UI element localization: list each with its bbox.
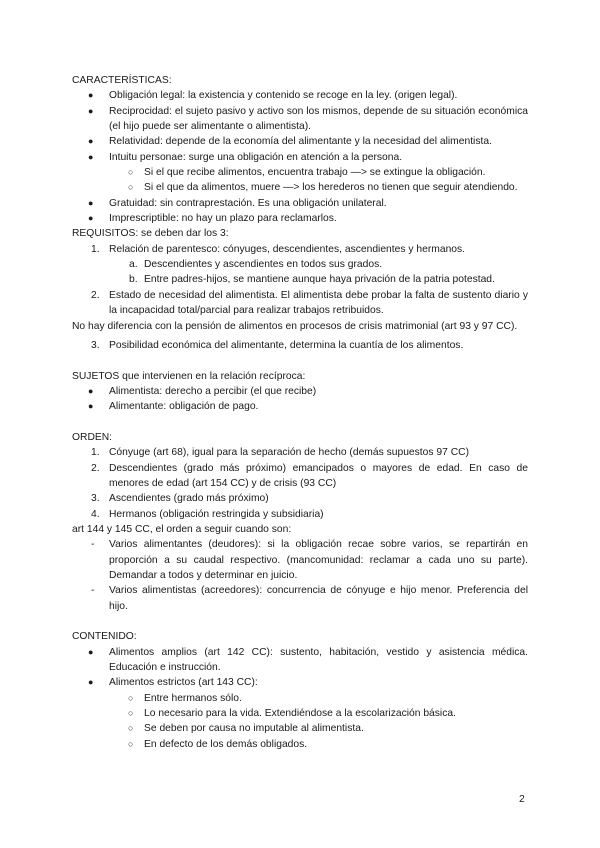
sub-list-item: ○ Si el que recibe alimentos, encuentra trabajo —> se extingue la obligación. xyxy=(72,165,528,180)
sub-list-item: ○ Si el que da alimentos, muere —> los herederos no tienen que seguir atendiendo. xyxy=(72,180,528,195)
bullet-icon: ● xyxy=(88,677,94,688)
circle-bullet-icon: ○ xyxy=(128,738,134,749)
page-number: 2 xyxy=(519,794,525,805)
numbered-item: 1. Cónyuge (art 68), igual para la separación de hecho (demás supuestos 97 CC) xyxy=(91,447,470,459)
circle-bullet-icon: ○ xyxy=(128,167,134,178)
sub-list-item: ○ Se deben por causa no imputable al alimentista. xyxy=(72,721,528,736)
bullet-icon: ● xyxy=(88,197,94,208)
lettered-item: b. Entre padres-hijos, se mantiene aunque haya privación de la patria potestad. xyxy=(129,274,495,286)
bullet-icon: ● xyxy=(88,90,94,101)
numbered-item: 1. Relación de parentesco: cónyuges, descendientes, ascendientes y hermanos. xyxy=(91,243,466,255)
note-paragraph: No hay diferencia con la pensión de alimentos en procesos de crisis matrimonial (art 93 y 97 CC). xyxy=(72,320,518,332)
document-body xyxy=(72,73,528,752)
bullet-icon: ● xyxy=(88,105,94,116)
sub-list-item: ○ Entre hermanos sólo. xyxy=(72,691,528,706)
list-item: ● Imprescriptible: no hay un plazo para reclamarlos. xyxy=(72,211,528,226)
bullet-icon: ● xyxy=(88,401,94,412)
numbered-item: 3. Posibilidad económica del alimentante, determina la cuantía de los alimentos. xyxy=(91,339,464,351)
heading-contenido: CONTENIDO: xyxy=(72,631,137,643)
numbered-item: 2. Descendientes (grado más próximo) emancipados o mayores de edad. En caso de menores de edad (art 154 CC) y de crisis (93 CC) xyxy=(91,462,528,489)
circle-bullet-icon: ○ xyxy=(128,692,134,703)
sub-list-item: ○ Lo necesario para la vida. Extendiéndose a la escolarización básica. xyxy=(72,706,528,721)
list-item: ● Gratuidad: sin contraprestación. Es una obligación unilateral. xyxy=(72,196,528,211)
list-item: ● Obligación legal: la existencia y contenido se recoge en la ley. (origen legal). xyxy=(72,88,528,103)
bullet-icon: ● xyxy=(88,213,94,224)
heading-caracteristicas: CARACTERÍSTICAS: xyxy=(72,75,172,86)
numbered-item: 3. Ascendientes (grado más próximo) xyxy=(91,493,269,505)
lettered-item: a. Descendientes y ascendientes en todos sus grados. xyxy=(129,259,383,271)
circle-bullet-icon: ○ xyxy=(128,708,134,719)
dash-item: - Varios alimentantes (deudores): si la obligación recae sobre varios, se repartirán en proporción a su caudal respectivo. (mancomunidad: reclamar a cada uno su parte). Demandar a todos y determinar en juicio. xyxy=(91,539,528,581)
heading-orden: ORDEN: xyxy=(72,431,113,443)
list-item: ● Relatividad: depende de la economía del alimentante y la necesidad del alimentista. xyxy=(72,134,528,149)
list-item: ● Alimentos estrictos (art 143 CC): xyxy=(72,675,528,690)
bullet-icon: ● xyxy=(88,151,94,162)
circle-bullet-icon: ○ xyxy=(128,182,134,193)
dash-marker: - xyxy=(91,539,95,551)
bullet-icon: ● xyxy=(88,646,94,657)
list-item: ● Alimentante: obligación de pago. xyxy=(72,399,528,414)
dash-marker: - xyxy=(91,585,95,597)
art-line: art 144 y 145 CC, el orden a seguir cuando son: xyxy=(72,523,292,535)
numbered-item: 4. Hermanos (obligación restringida y subsidiaria) xyxy=(91,508,324,520)
numbered-item: 2. Estado de necesidad del alimentista. El alimentista debe probar la falta de sustento diario y la incapacidad total/parcial para realizar trabajos retribuidos. xyxy=(91,289,528,317)
list-item: ● Intuitu personae: surge una obligación en atención a la persona. xyxy=(72,150,528,165)
bullet-icon: ● xyxy=(88,136,94,147)
list-item: ● Alimentos amplios (art 142 CC): sustento, habitación, vestido y asistencia médica. Educación e instrucción. xyxy=(88,646,528,674)
heading-sujetos: SUJETOS que intervienen en la relación recíproca: xyxy=(72,370,306,382)
list-item: ● Alimentista: derecho a percibir (el que recibe) xyxy=(72,384,528,399)
bullet-icon: ● xyxy=(88,385,94,396)
heading-requisitos: REQUISITOS: se deben dar los 3: xyxy=(72,228,229,240)
circle-bullet-icon: ○ xyxy=(128,723,134,734)
dash-item: - Varios alimentistas (acreedores): concurrencia de cónyuge e hijo menor. Preferencia del hijo. xyxy=(91,585,528,612)
list-item: ● Reciprocidad: el sujeto pasivo y activo son los mismos, depende de su situación económica (el hijo puede ser alimentante o alimentista). xyxy=(88,105,528,133)
sub-list-item: ○ En defecto de los demás obligados. xyxy=(72,737,528,752)
